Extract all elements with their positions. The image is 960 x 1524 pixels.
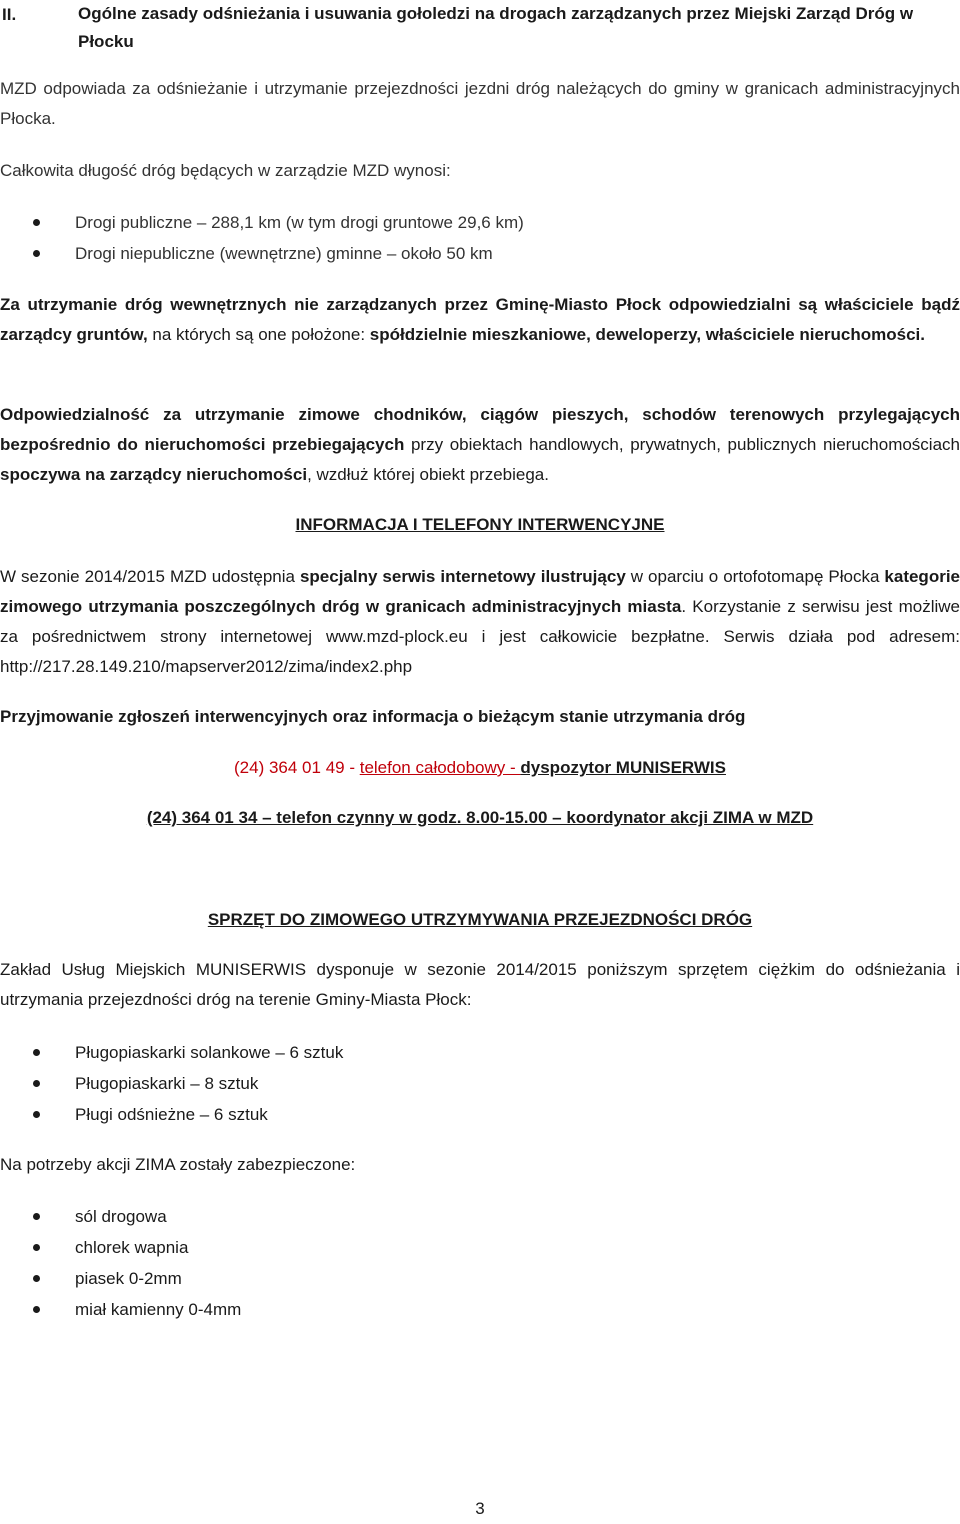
phone-line-coordinator: (24) 364 01 34 – telefon czynny w godz. 8.00-15.00 – koordynator akcji ZIMA w MZD bbox=[146, 808, 814, 827]
bullet-icon bbox=[33, 1049, 40, 1056]
list-item: piasek 0-2mm bbox=[0, 1263, 960, 1294]
list-item: Pługopiaskarki – 8 sztuk bbox=[0, 1068, 960, 1099]
equipment-heading: SPRZĘT DO ZIMOWEGO UTRZYMYWANIA PRZEJEZDNOŚCI DRÓG bbox=[207, 910, 753, 929]
internal-roads-paragraph: Za utrzymanie dróg wewnętrznych nie zarządzanych przez Gminę-Miasto Płock odpowiedzialni są właściciele bądź zarządcy gruntów, na których są one położone: spółdzielnie mieszkaniowe, deweloperzy, właściciele nieruchomości. bbox=[0, 295, 960, 344]
materials-intro: Na potrzeby akcji ZIMA zostały zabezpieczone: bbox=[0, 1155, 356, 1174]
road-list bbox=[0, 207, 960, 269]
phone-24h-link[interactable]: telefon całodobowy bbox=[359, 758, 510, 777]
bullet-icon bbox=[33, 1111, 40, 1118]
list-item: Pługopiaskarki solankowe – 6 sztuk bbox=[0, 1037, 960, 1068]
list-item: Drogi publiczne – 288,1 km (w tym drogi gruntowe 29,6 km) bbox=[0, 207, 960, 238]
equipment-list bbox=[0, 1037, 960, 1130]
bullet-icon bbox=[33, 219, 40, 226]
equipment-intro: Zakład Usług Miejskich MUNISERWIS dysponuje w sezonie 2014/2015 poniższym sprzętem ciężkim do odśnieżania i utrzymania przejezdności dróg na terenie Gminy-Miasta Płock: bbox=[0, 960, 960, 1009]
bullet-icon bbox=[33, 250, 40, 257]
phone-line-24h: (24) 364 01 49 - telefon całodobowy - dyspozytor MUNISERWIS bbox=[234, 758, 726, 777]
list-item: miał kamienny 0-4mm bbox=[0, 1294, 960, 1325]
sidewalks-paragraph: Odpowiedzialność za utrzymanie zimowe chodników, ciągów pieszych, schodów terenowych przylegających bezpośrednio do nieruchomości przebiegających przy obiektach handlowych, prywatnych, publicznych nieruchomościach spoczywa na zarządcy nieruchomości, wzdłuż której obiekt przebiega. bbox=[0, 405, 960, 484]
list-item: Drogi niepubliczne (wewnętrzne) gminne – około 50 km bbox=[0, 238, 960, 269]
service-paragraph: W sezonie 2014/2015 MZD udostępnia specjalny serwis internetowy ilustrujący w oparciu o ortofotomapę Płocka kategorie zimowego utrzymania poszczególnych dróg w granicach administracyjnych miasta. Korzystanie z serwisu jest możliwe za pośrednictwem strony internetowej www.mzd-plock.eu i jest całkowicie bezpłatne. Serwis działa pod adresem: http://217.28.149.210/mapserver2012/zima/index2.php bbox=[0, 567, 960, 676]
road-length-label: Całkowita długość dróg będących w zarządzie MZD wynosi: bbox=[0, 161, 451, 180]
bullet-icon bbox=[33, 1306, 40, 1313]
intro-paragraph: MZD odpowiada za odśnieżanie i utrzymanie przejezdności jezdni dróg należących do gminy w granicach administracyjnych Płocka. bbox=[0, 79, 960, 128]
bullet-icon bbox=[33, 1275, 40, 1282]
section-title: Ogólne zasady odśnieżania i usuwania gołoledzi na drogach zarządzanych przez Miejski Zarząd Dróg w Płocku bbox=[78, 4, 914, 51]
bullet-icon bbox=[33, 1080, 40, 1087]
list-item: chlorek wapnia bbox=[0, 1232, 960, 1263]
info-heading: INFORMACJA I TELEFONY INTERWENCYJNE bbox=[295, 515, 665, 534]
section-heading bbox=[0, 0, 960, 56]
materials-list bbox=[0, 1201, 960, 1325]
list-item: sól drogowa bbox=[0, 1201, 960, 1232]
bullet-icon bbox=[33, 1244, 40, 1251]
page-number: 3 bbox=[475, 1499, 485, 1518]
bullet-icon bbox=[33, 1213, 40, 1220]
list-item: Pługi odśnieżne – 6 sztuk bbox=[0, 1099, 960, 1130]
reports-heading: Przyjmowanie zgłoszeń interwencyjnych oraz informacja o bieżącym stanie utrzymania dróg bbox=[0, 707, 746, 726]
section-number: II. bbox=[2, 5, 17, 24]
